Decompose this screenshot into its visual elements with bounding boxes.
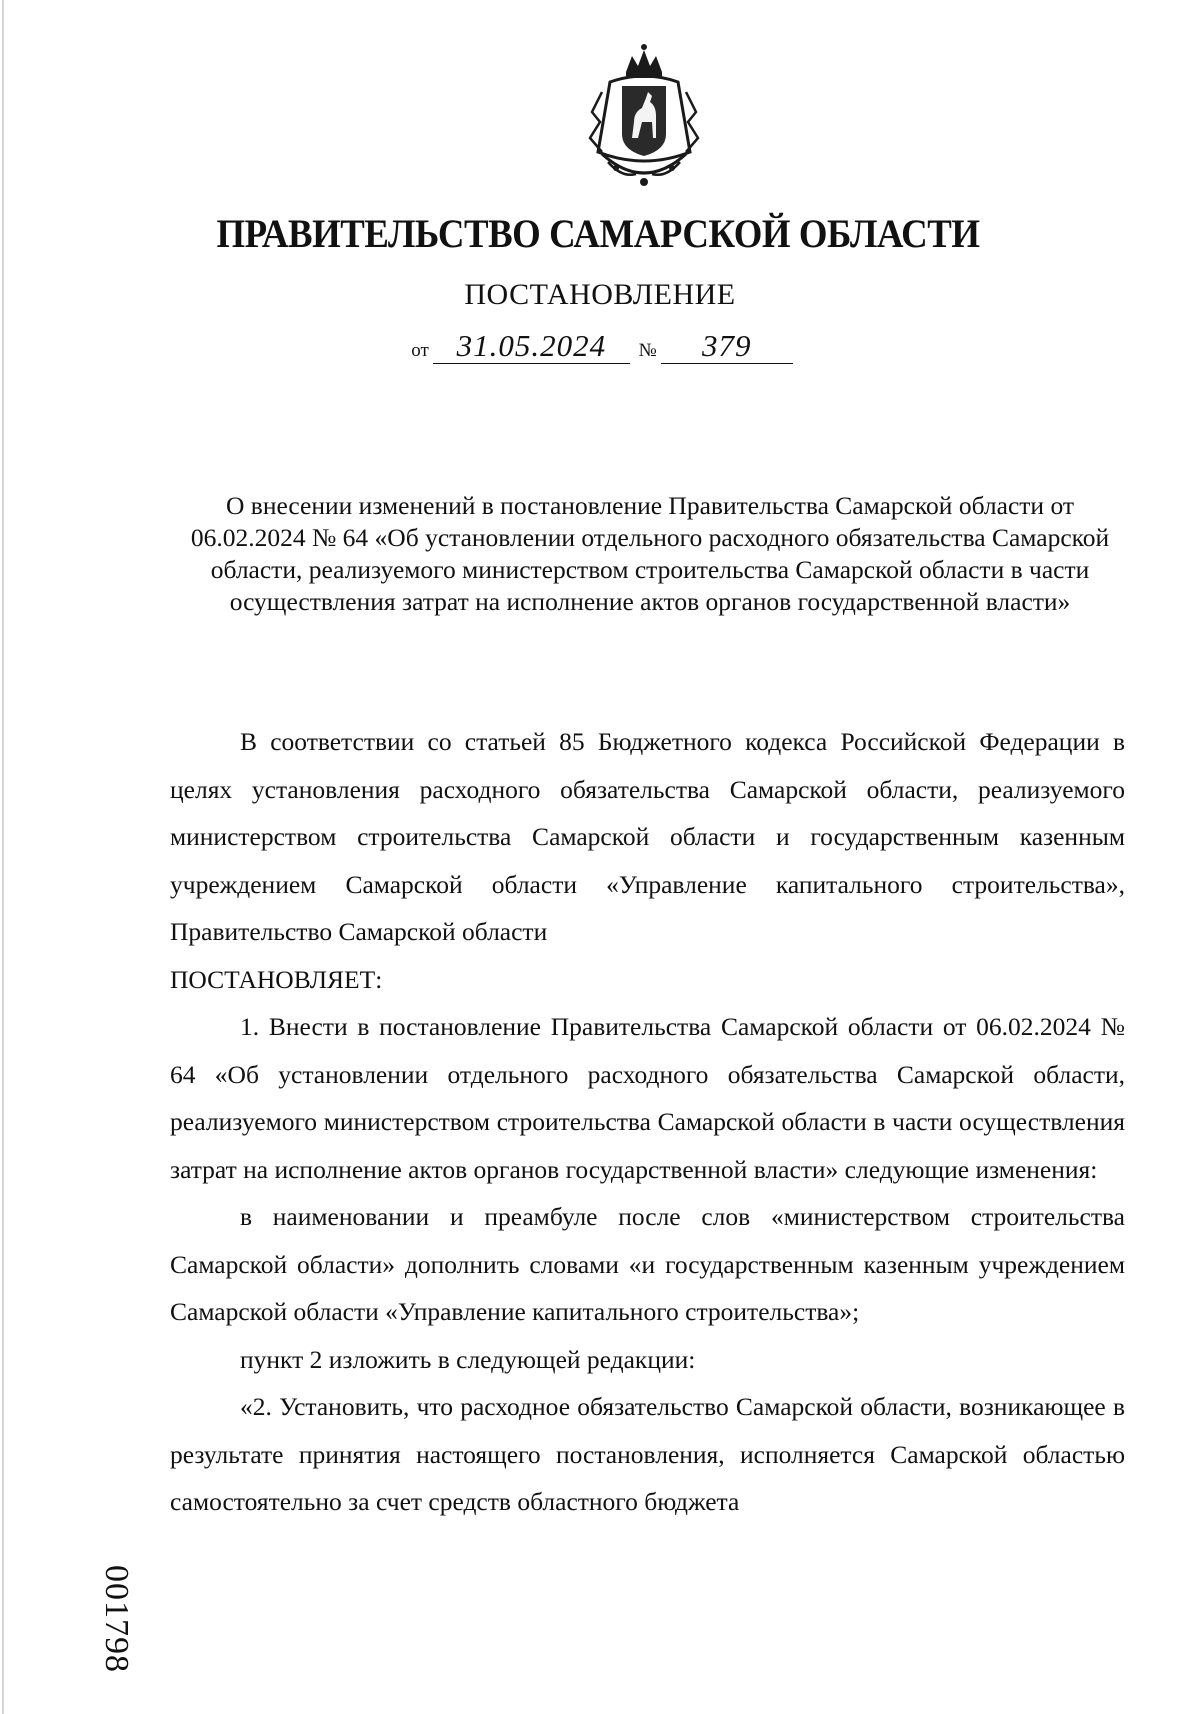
- document-body: [170, 718, 1125, 1526]
- document-subject: О внесении изменений в постановление Правительства Самарской области от 06.02.2024 № 64 «Об установлении отдельного расходного обязательства Самарской области, реализуемого министерством строительства Самарской области в части осуществления затрат на исполнение актов органов государственной власти»: [190, 491, 1110, 616]
- number-value: 379: [661, 330, 793, 364]
- number-prefix: №: [638, 340, 657, 361]
- government-name: ПРАВИТЕЛЬСТВО САМАРСКОЙ ОБЛАСТИ: [216, 211, 980, 256]
- serial-number-stamp: [96, 1555, 136, 1685]
- decree-word: ПОСТАНОВЛЯЕТ:: [170, 964, 383, 994]
- coat-of-arms-emblem: [582, 42, 706, 192]
- item-2-paragraph: «2. Установить, что расходное обязательство Самарской области, возникающее в результате принятия настоящего постановления, исполняется Самарской областью самостоятельно за счет средств областного бюджета: [170, 1392, 1125, 1516]
- date-value: 31.05.2024: [433, 330, 630, 364]
- document-type: ПОСТАНОВЛЕНИЕ: [464, 278, 736, 311]
- date-prefix: от: [411, 340, 429, 361]
- preamble-paragraph: В соответствии со статьей 85 Бюджетного кодекса Российской Федерации в целях установления расходного обязательства Самарской области, реализуемого министерством строительства Самарской области и государственным казенным учреждением Самарской области «Управление капитального строительства», Правительство Самарской области: [170, 727, 1125, 946]
- change-1-paragraph: в наименовании и преамбуле после слов «министерством строительства Самарской области» дополнить словами «и государственным казенным учреждением Самарской области «Управление капитального строительства»;: [170, 1202, 1125, 1326]
- scan-edge: [2, 0, 4, 1714]
- serial-number: 001798: [98, 1565, 135, 1673]
- date-number-line: [0, 330, 1200, 364]
- change-2-paragraph: пункт 2 изложить в следующей редакции:: [240, 1344, 696, 1374]
- item-1-paragraph: 1. Внести в постановление Правительства Самарской области от 06.02.2024 № 64 «Об установлении отдельного расходного обязательства Самарской области, реализуемого министерством строительства Самарской области в части осуществления затрат на исполнение актов органов государственной власти» следующие изменения:: [170, 1012, 1125, 1184]
